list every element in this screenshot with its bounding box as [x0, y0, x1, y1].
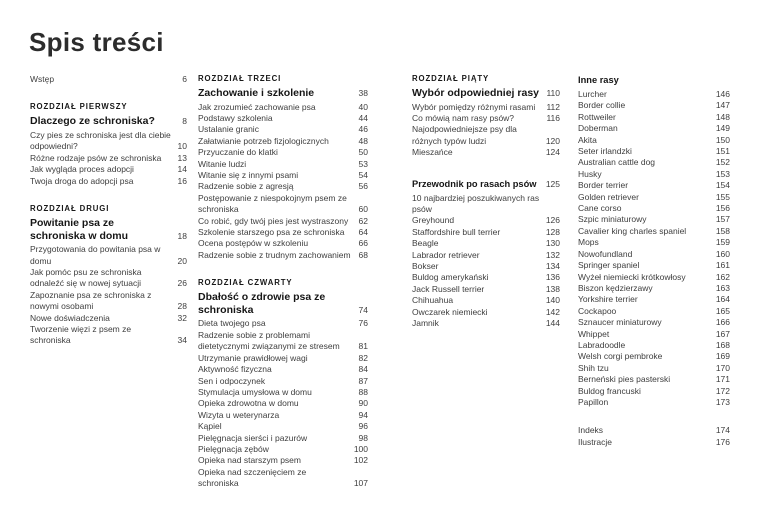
- entry-page: 46: [358, 124, 368, 135]
- toc-entry: [412, 307, 560, 318]
- toc-entry: [198, 193, 368, 216]
- toc-entry: [412, 238, 560, 249]
- entry-label: Wybór odpowiedniej rasy: [412, 87, 539, 99]
- entry-label: Labradoodle: [578, 339, 626, 350]
- toc-entry: [198, 238, 368, 249]
- entry-label: Czy pies ze schroniska jest dla ciebie odpowiedni?: [30, 130, 171, 152]
- entry-page: 166: [715, 317, 730, 328]
- toc-entry: [578, 180, 730, 191]
- entry-label: Twoja droga do adopcji psa: [30, 175, 134, 186]
- entry-page: 82: [358, 352, 368, 363]
- entry-label: Buldog francuski: [578, 385, 641, 396]
- entry-page: 144: [545, 318, 560, 329]
- entry-page: 88: [358, 386, 368, 397]
- entry-label: Inne rasy: [578, 75, 619, 85]
- entry-label: Witanie ludzi: [198, 158, 247, 169]
- entry-label: Doberman: [578, 123, 618, 134]
- entry-page: 126: [545, 215, 560, 226]
- toc-entry: [30, 176, 187, 187]
- entry-label: Springer spaniel: [578, 260, 640, 271]
- toc-entry: [578, 214, 730, 225]
- section-header: [412, 178, 560, 190]
- entry-label: Labrador retriever: [412, 249, 480, 260]
- entry-page: 54: [358, 170, 368, 181]
- chapter-kicker: ROZDZIAŁ CZWARTY: [198, 278, 293, 288]
- entry-page: 116: [546, 113, 560, 123]
- entry-label: Pielęgnacja zębów: [198, 443, 269, 454]
- entry-label: Postępowanie z niespokojnym psem ze schroniska: [198, 192, 347, 215]
- entry-label: Seter irlandzki: [578, 146, 632, 157]
- entry-page: 112: [546, 101, 560, 112]
- toc-entry: [578, 437, 730, 448]
- toc-entry: [30, 153, 187, 164]
- toc-entry: [198, 318, 368, 329]
- entry-label: Bokser: [412, 261, 439, 272]
- chapter-kicker: ROZDZIAŁ DRUGI: [30, 204, 110, 214]
- toc-entry: [198, 113, 368, 124]
- entry-page: 142: [545, 306, 560, 317]
- entry-page: 120: [545, 135, 560, 146]
- toc-entry: [578, 351, 730, 362]
- toc-entry: [578, 397, 730, 408]
- toc-entry: [578, 192, 730, 203]
- toc-entry: [578, 294, 730, 305]
- entry-label: Najodpowiedniejsze psy dla różnych typów ludzi: [412, 124, 517, 146]
- toc-column-2: [198, 74, 368, 490]
- entry-page: 87: [358, 375, 368, 386]
- toc-entry: [578, 146, 730, 157]
- entry-label: Greyhound: [412, 215, 455, 226]
- entry-page: 62: [358, 215, 368, 226]
- entry-page: 8: [182, 116, 187, 127]
- entry-page: 66: [358, 238, 368, 249]
- entry-page: 140: [545, 295, 560, 306]
- toc-entry: [578, 203, 730, 214]
- entry-page: 40: [358, 101, 368, 112]
- entry-label: Przygotowania do powitania psa w domu: [30, 244, 161, 266]
- entry-page: 14: [177, 164, 187, 175]
- entry-label: Nowofundland: [578, 248, 633, 259]
- entry-label: Cavalier king charles spaniel: [578, 225, 687, 236]
- toc-entry: [578, 260, 730, 271]
- entry-page: 146: [715, 89, 730, 99]
- toc-entry: [578, 363, 730, 374]
- toc-entry: [578, 340, 730, 351]
- toc-entry: [30, 164, 187, 175]
- entry-label: Różne rodzaje psów ze schroniska: [30, 152, 162, 163]
- entry-label: Lurcher: [578, 89, 607, 99]
- chapter-title: [30, 217, 187, 242]
- entry-label: Biszon kędzierzawy: [578, 282, 653, 293]
- entry-label: Jak wygląda proces adopcji: [30, 164, 134, 175]
- entry-page: 94: [358, 409, 368, 420]
- entry-label: Nowe doświadczenia: [30, 312, 110, 323]
- toc-entry: [412, 113, 560, 124]
- entry-page: 81: [358, 341, 368, 352]
- entry-label: Opieka nad szczenięciem ze schroniska: [198, 466, 307, 489]
- toc-column-4: [578, 74, 730, 448]
- toc-entry: [198, 216, 368, 227]
- toc-entry: [30, 130, 187, 153]
- entry-page: 151: [715, 146, 730, 157]
- entry-page: 149: [715, 123, 730, 134]
- toc-entry: [198, 398, 368, 409]
- entry-label: Dbałość o zdrowie psa ze schroniska: [198, 291, 326, 316]
- toc-entry: [578, 169, 730, 180]
- toc-entry: [578, 226, 730, 237]
- entry-label: Szkolenie starszego psa ze schroniska: [198, 227, 345, 238]
- entry-page: 147: [715, 100, 730, 111]
- entry-page: 157: [715, 214, 730, 225]
- toc-entry: [198, 364, 368, 375]
- toc-entry: [198, 102, 368, 113]
- chapter-kicker: ROZDZIAŁ PIERWSZY: [30, 102, 128, 112]
- entry-label: Dieta twojego psa: [198, 318, 266, 329]
- entry-page: 160: [715, 248, 730, 259]
- toc-entry: [412, 295, 560, 306]
- entry-page: 176: [715, 436, 730, 447]
- page-title: Spis treści: [29, 27, 164, 57]
- toc-entry: [578, 157, 730, 168]
- entry-label: Opieka nad starszym psem: [198, 455, 301, 466]
- entry-page: 134: [545, 261, 560, 272]
- entry-page: 155: [715, 191, 730, 202]
- entry-label: Radzenie sobie z trudnym zachowaniem: [198, 249, 351, 260]
- entry-page: 159: [715, 237, 730, 248]
- chapter-title: [30, 115, 187, 128]
- toc-entry: [30, 267, 187, 290]
- toc-entry: [412, 318, 560, 329]
- entry-page: 68: [358, 249, 368, 260]
- toc-entry: [198, 181, 368, 192]
- entry-page: 136: [545, 272, 560, 283]
- entry-label: Podstawy szkolenia: [198, 113, 273, 123]
- toc-entry: [412, 227, 560, 238]
- entry-label: Jack Russell terrier: [412, 283, 485, 294]
- toc-entry: [30, 74, 187, 85]
- entry-page: 34: [177, 335, 187, 346]
- toc-entry: [578, 100, 730, 111]
- entry-label: Wybór pomiędzy różnymi rasami: [412, 101, 536, 112]
- entry-page: 167: [715, 328, 730, 339]
- toc-entry: [30, 290, 187, 313]
- toc-entry: [578, 123, 730, 134]
- toc-entry: [412, 272, 560, 283]
- entry-page: 148: [715, 111, 730, 122]
- entry-page: 172: [715, 385, 730, 396]
- toc-entry: [578, 135, 730, 146]
- entry-label: Yorkshire terrier: [578, 294, 638, 305]
- entry-page: 156: [715, 203, 730, 214]
- chapter-kicker: ROZDZIAŁ PIĄTY: [412, 74, 490, 83]
- toc-entry: [578, 249, 730, 260]
- entry-label: Szpic miniaturowy: [578, 214, 647, 225]
- entry-page: 20: [177, 255, 187, 266]
- entry-page: 90: [358, 398, 368, 409]
- entry-label: Radzenie sobie z problemami dietetycznymi związanymi ze stresem: [198, 329, 340, 352]
- section-header: [578, 74, 730, 86]
- entry-label: Opieka zdrowotna w domu: [198, 398, 299, 409]
- entry-page: 124: [545, 147, 560, 158]
- entry-label: 10 najbardziej poszukiwanych ras psów: [412, 192, 540, 215]
- entry-label: Buldog amerykański: [412, 272, 489, 283]
- entry-page: 168: [715, 339, 730, 350]
- toc-entry: [198, 433, 368, 444]
- entry-page: 169: [715, 351, 730, 362]
- toc-entry: [198, 376, 368, 387]
- entry-label: Ilustracje: [578, 436, 613, 447]
- toc-entry: [198, 455, 368, 466]
- entry-label: Australian cattle dog: [578, 157, 656, 168]
- toc-entry: [578, 272, 730, 283]
- entry-page: 18: [177, 230, 187, 241]
- toc-entry: [578, 329, 730, 340]
- entry-label: Berneński pies pasterski: [578, 374, 671, 385]
- toc-entry: [412, 147, 560, 158]
- entry-label: Jak zrozumieć zachowanie psa: [198, 101, 316, 112]
- entry-label: Zapoznanie psa ze schroniska z nowymi osobami: [30, 289, 152, 312]
- toc-entry: [412, 250, 560, 261]
- entry-page: 132: [545, 249, 560, 260]
- entry-label: Welsh corgi pembroke: [578, 351, 663, 362]
- toc-entry: [198, 136, 368, 147]
- chapter-title: [412, 87, 560, 100]
- entry-page: 38: [358, 88, 368, 98]
- entry-page: 158: [715, 225, 730, 236]
- toc-entry: [412, 284, 560, 295]
- toc-entry: [198, 227, 368, 238]
- entry-label: Papillon: [578, 396, 609, 407]
- entry-label: Border collie: [578, 100, 626, 111]
- toc-entry: [198, 353, 368, 364]
- toc-entry: [198, 170, 368, 181]
- toc-entry: [30, 324, 187, 347]
- entry-label: Shih tzu: [578, 362, 609, 373]
- toc-entry: [30, 244, 187, 267]
- entry-label: Dlaczego ze schroniska?: [30, 115, 155, 128]
- entry-page: 96: [358, 421, 368, 432]
- entry-label: Akita: [578, 134, 597, 145]
- entry-page: 161: [715, 260, 730, 271]
- entry-label: Co mówią nam rasy psów?: [412, 113, 515, 123]
- toc-entry: [412, 193, 560, 216]
- toc-entry: [578, 112, 730, 123]
- entry-label: Wstęp: [30, 74, 55, 84]
- entry-label: Wyżeł niemiecki krótkowłosy: [578, 271, 686, 282]
- entry-page: 110: [546, 88, 560, 98]
- entry-page: 48: [358, 135, 368, 146]
- entry-page: 153: [715, 168, 730, 179]
- entry-label: Ustalanie granic: [198, 124, 259, 135]
- entry-page: 173: [715, 396, 730, 407]
- toc-entry: [198, 124, 368, 135]
- toc-entry: [578, 317, 730, 328]
- entry-page: 53: [358, 158, 368, 169]
- entry-page: 6: [182, 74, 187, 84]
- entry-page: 138: [545, 283, 560, 294]
- entry-label: Husky: [578, 168, 602, 179]
- toc-entry: [578, 237, 730, 248]
- entry-page: 154: [715, 180, 730, 191]
- toc-entry: [578, 425, 730, 436]
- entry-page: 28: [177, 301, 187, 312]
- toc-entry: [578, 386, 730, 397]
- entry-page: 98: [358, 432, 368, 443]
- entry-label: Border terrier: [578, 180, 629, 191]
- entry-page: 76: [358, 318, 368, 329]
- entry-label: Cockapoo: [578, 305, 617, 316]
- entry-label: Jak pomóc psu ze schroniska odnaleźć się w nowej sytuacji: [30, 267, 142, 289]
- toc-entry: [412, 261, 560, 272]
- entry-label: Sen i odpoczynek: [198, 375, 266, 386]
- entry-page: 165: [715, 305, 730, 316]
- entry-page: 163: [715, 282, 730, 293]
- entry-label: Sznaucer miniaturowy: [578, 317, 662, 328]
- toc-entry: [30, 313, 187, 324]
- entry-page: 100: [353, 443, 368, 454]
- entry-label: Whippet: [578, 328, 610, 339]
- toc-entry: [198, 147, 368, 158]
- toc-entry: [578, 306, 730, 317]
- entry-page: 74: [358, 304, 368, 315]
- entry-label: Tworzenie więzi z psem ze schroniska: [30, 324, 132, 346]
- entry-label: Rottweiler: [578, 111, 616, 122]
- entry-label: Mops: [578, 237, 599, 248]
- entry-label: Kąpiel: [198, 421, 222, 432]
- entry-page: 16: [177, 175, 187, 186]
- entry-page: 164: [715, 294, 730, 305]
- toc-entry: [412, 124, 560, 147]
- toc-column-3: [412, 74, 560, 330]
- entry-page: 84: [358, 364, 368, 375]
- entry-page: 13: [177, 152, 187, 163]
- entry-label: Indeks: [578, 425, 604, 436]
- entry-page: 102: [353, 455, 368, 466]
- toc-entry: [578, 374, 730, 385]
- entry-page: 32: [177, 312, 187, 323]
- chapter-title: [198, 87, 368, 100]
- toc-entry: [198, 250, 368, 261]
- entry-page: 10: [177, 141, 187, 152]
- entry-page: 107: [353, 478, 368, 489]
- entry-label: Stymulacja umysłowa w domu: [198, 386, 312, 397]
- entry-label: Cane corso: [578, 203, 622, 214]
- entry-page: 26: [177, 278, 187, 289]
- entry-label: Mieszańce: [412, 147, 453, 158]
- entry-label: Wizyta u weterynarza: [198, 409, 280, 420]
- entry-label: Owczarek niemiecki: [412, 306, 488, 317]
- toc-entry: [412, 215, 560, 226]
- toc-entry: [412, 102, 560, 113]
- entry-label: Pielęgnacja sierści i pazurów: [198, 432, 308, 443]
- entry-label: Załatwianie potrzeb fizjologicznych: [198, 135, 329, 146]
- entry-label: Zachowanie i szkolenie: [198, 87, 315, 99]
- entry-page: 150: [715, 134, 730, 145]
- toc-entry: [198, 159, 368, 170]
- entry-page: 152: [715, 157, 730, 168]
- entry-page: 174: [715, 425, 730, 436]
- entry-page: 171: [715, 374, 730, 385]
- entry-label: Jamnik: [412, 318, 439, 329]
- entry-page: 60: [358, 204, 368, 215]
- chapter-kicker: ROZDZIAŁ TRZECI: [198, 74, 282, 83]
- chapter-title: [198, 291, 368, 316]
- toc-entry: [198, 387, 368, 398]
- entry-label: Powitanie psa ze schroniska w domu: [30, 217, 129, 242]
- toc-entry: [578, 283, 730, 294]
- entry-page: 64: [358, 227, 368, 238]
- entry-page: 128: [545, 226, 560, 237]
- toc-entry: [198, 410, 368, 421]
- entry-page: 130: [545, 238, 560, 249]
- entry-page: 125: [545, 178, 560, 189]
- entry-label: Beagle: [412, 238, 439, 249]
- toc-column-1: [30, 74, 187, 347]
- entry-page: 44: [358, 113, 368, 123]
- entry-label: Ocena postępów w szkoleniu: [198, 238, 309, 249]
- entry-label: Staffordshire bull terrier: [412, 226, 501, 237]
- entry-page: 50: [358, 147, 368, 158]
- entry-label: Co robić, gdy twój pies jest wystraszony: [198, 215, 349, 226]
- entry-page: 162: [715, 271, 730, 282]
- toc-entry: [198, 467, 368, 490]
- entry-label: Aktywność fizyczna: [198, 364, 272, 375]
- entry-label: Golden retriever: [578, 191, 639, 202]
- entry-label: Przewodnik po rasach psów: [412, 178, 537, 189]
- entry-label: Radzenie sobie z agresją: [198, 181, 294, 192]
- entry-label: Utrzymanie prawidłowej wagi: [198, 352, 308, 363]
- entry-page: 170: [715, 362, 730, 373]
- toc-entry: [198, 330, 368, 353]
- entry-page: 56: [358, 181, 368, 192]
- toc-entry: [198, 421, 368, 432]
- toc-entry: [198, 444, 368, 455]
- entry-label: Przyuczanie do klatki: [198, 147, 278, 158]
- entry-label: Chihuahua: [412, 295, 454, 306]
- entry-label: Witanie się z innymi psami: [198, 170, 299, 181]
- section-gap: [578, 408, 730, 425]
- toc-entry: [578, 89, 730, 100]
